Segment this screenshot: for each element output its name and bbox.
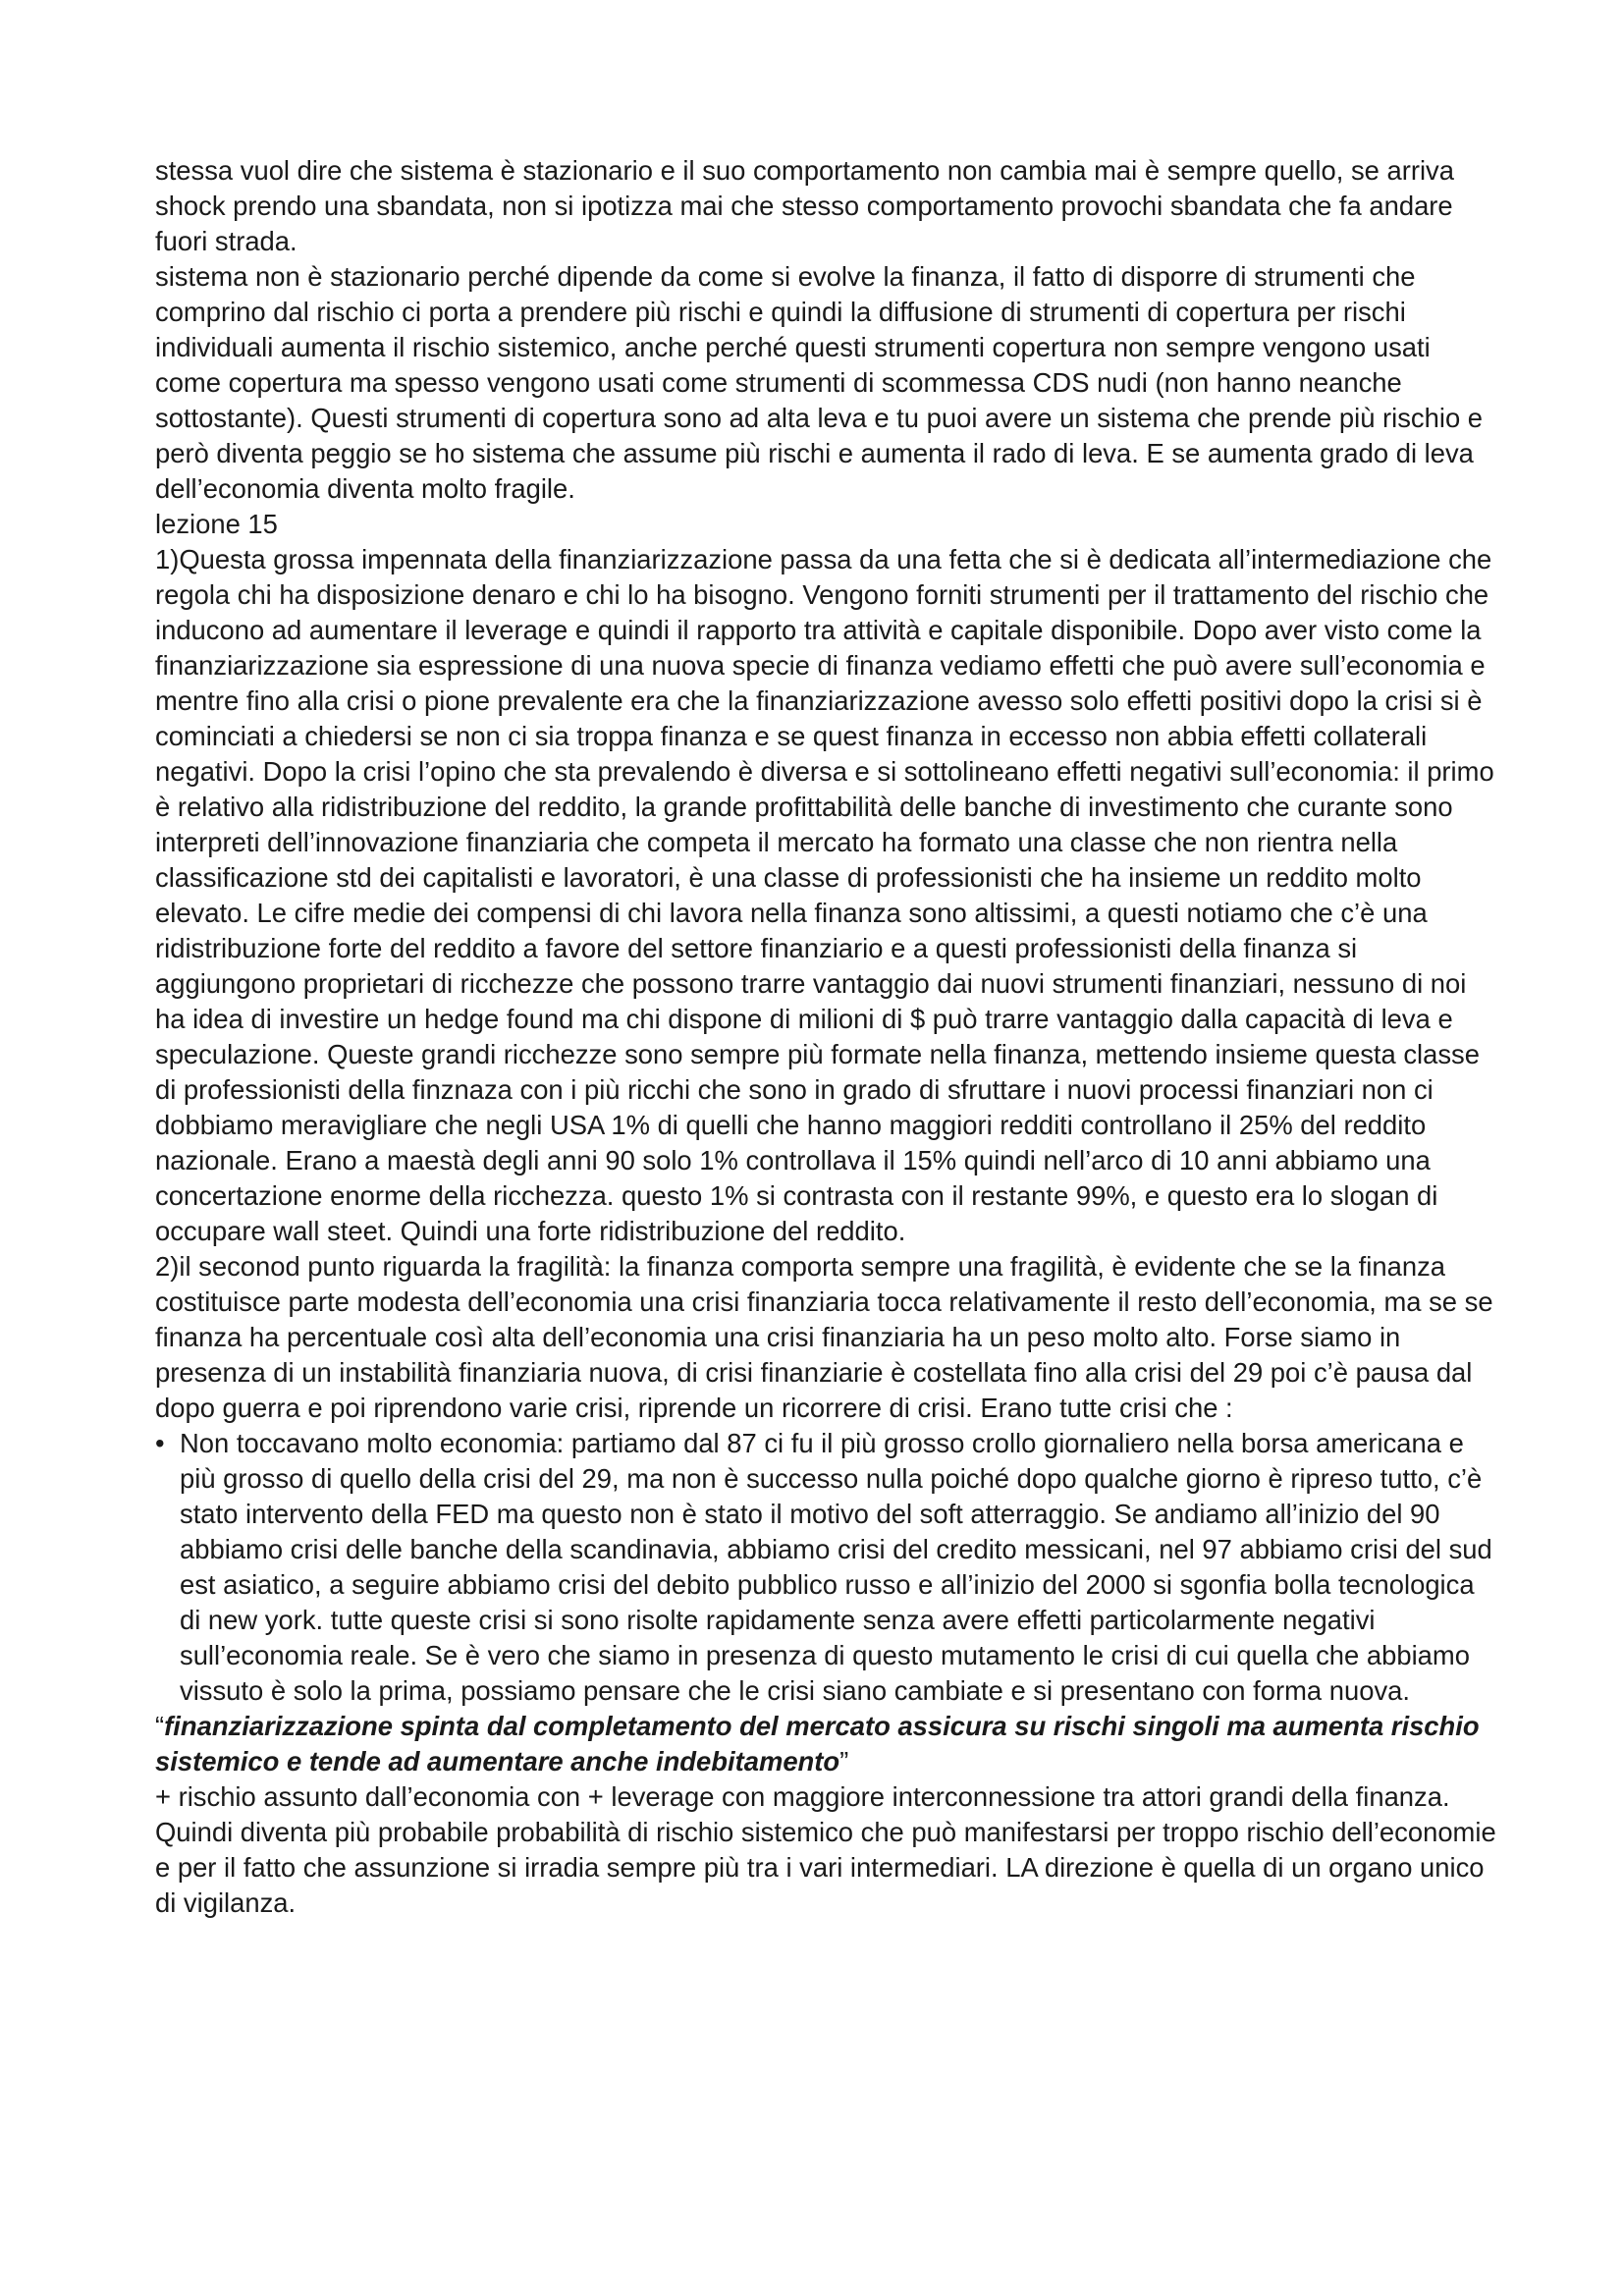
lesson-heading: lezione 15 — [155, 509, 278, 539]
bullet-icon: • — [155, 1428, 165, 1458]
key-quote — [155, 1709, 1500, 1779]
quote-open-mark: “ — [155, 1711, 165, 1741]
point-2-paragraph: 2)il seconod punto riguarda la fragilità: la finanza comporta sempre una fragilità, è evidente che se la finanza costituisce parte modesta dell’economia una crisi finanziaria tocca relativamente il resto dell’economia, ma se se finanza ha percentuale così alta dell’economia una crisi finanziaria ha un peso molto alto. Forse siamo in presenza di un instabilità finanziaria nuova, di crisi finanziarie è costellata fino alla crisi del 29 poi c’è pausa dal dopo guerra e poi riprendono varie crisi, riprende un ricorrere di crisi. Erano tutte crisi che : — [155, 1251, 1493, 1423]
crisis-list-item — [155, 1426, 1500, 1709]
crisis-list-item-text: Non toccavano molto economia: partiamo dal 87 ci fu il più grosso crollo giornaliero nella borsa americana e più grosso di quello della crisi del 29, ma non è successo nulla poiché dopo qualche giorno è ripreso tutto, c’è stato intervento della FED ma questo non è stato il motivo del soft atterraggio. Se andiamo all’inizio del 90 abbiamo crisi delle banche della scandinavia, abbiamo crisi del credito messicani, nel 97 abbiamo crisi del sud est asiatico, a seguire abbiamo crisi del debito pubblico russo e all’inizio del 2000 si sgonfia bolla tecnologica di new york. tutte queste crisi si sono risolte rapidamente senza avere effetti particolarmente negativi sull’economia reale. Se è vero che siamo in presenza di questo mutamento le crisi di cui quella che abbiamo vissuto è solo la prima, possiamo pensare che le crisi siano cambiate e si presentano con forma nuova. — [180, 1428, 1492, 1706]
closing-paragraph: + rischio assunto dall’economia con + leverage con maggiore interconnessione tra attori grandi della finanza. Quindi diventa più probabile probabilità di rischio sistemico che può manifestarsi per troppo rischio dell’economie e per il fatto che assunzione si irradia sempre più tra i vari intermediari. LA direzione è quella di un organo unico di vigilanza. — [155, 1781, 1496, 1918]
quote-text: finanziarizzazione spinta dal completamento del mercato assicura su rischi singoli ma aumenta rischio sistemico e tende ad aumentare anche indebitamento — [155, 1711, 1480, 1777]
intro-paragraph-2: sistema non è stazionario perché dipende da come si evolve la finanza, il fatto di disporre di strumenti che comprino dal rischio ci porta a prendere più rischi e quindi la diffusione di strumenti di copertura per rischi individuali aumenta il rischio sistemico, anche perché questi strumenti copertura non sempre vengono usati come copertura ma spesso vengono usati come strumenti di scommessa CDS nudi (non hanno neanche sottostante). Questi strumenti di copertura sono ad alta leva e tu puoi avere un sistema che prende più rischio e però diventa peggio se ho sistema che assume più rischi e aumenta il rado di leva. E se aumenta grado di leva dell’economia diventa molto fragile. — [155, 261, 1484, 504]
document-page — [155, 153, 1500, 1921]
point-1-paragraph: 1)Questa grossa impennata della finanziarizzazione passa da una fetta che si è dedicata all’intermediazione che regola chi ha disposizione denaro e chi lo ha bisogno. Vengono forniti strumenti per il trattamento del rischio che inducono ad aumentare il leverage e quindi il rapporto tra attività e capitale disponibile. Dopo aver visto come la finanziarizzazione sia espressione di una nuova specie di finanza vediamo effetti che può avere sull’economia e mentre fino alla crisi o pione prevalente era che la finanziarizzazione avesso solo effetti positivi dopo la crisi si è cominciati a chiedersi se non ci sia troppa finanza e se quest finanza in eccesso non abbia effetti collaterali negativi. Dopo la crisi l’opino che sta prevalendo è diversa e si sottolineano effetti negativi sull’economia: il primo è relativo alla ridistribuzione del reddito, la grande profittabilità delle banche di investimento che curante sono interpreti dell’innovazione finanziaria che competa il mercato ha formato una classe che non rientra nella classificazione std dei capitalisti e lavoratori, è una classe di professionisti che ha insieme un reddito molto elevato. Le cifre medie dei compensi di chi lavora nella finanza sono altissimi, a questi notiamo che c’è una ridistribuzione forte del reddito a favore del settore finanziario e a questi professionisti della finanza si aggiungono proprietari di ricchezze che possono trarre vantaggio dai nuovi strumenti finanziari, nessuno di noi ha idea di investire un hedge found ma chi dispone di milioni di $ può trarre vantaggio dalla capacità di leva e speculazione. Queste grandi ricchezze sono sempre più formate nella finanza, mettendo insieme questa classe di professionisti della finznaza con i più ricchi che sono in grado di sfruttare i nuovi processi finanziari non ci dobbiamo meravigliare che negli USA 1% di quelli che hanno maggiori redditi controllano il 25% del reddito nazionale. Erano a maestà degli anni 90 solo 1% controllava il 15% quindi nell’arco di 10 anni abbiamo una concertazione enorme della ricchezza. questo 1% si contrasta con il restante 99%, e questo era lo slogan di occupare wall steet. Quindi una forte ridistribuzione del reddito. — [155, 544, 1494, 1246]
intro-paragraph-1: stessa vuol dire che sistema è stazionario e il suo comportamento non cambia mai è sempre quello, se arriva shock prendo una sbandata, non si ipotizza mai che stesso comportamento provochi sbandata che fa andare fuori strada. — [155, 155, 1454, 256]
quote-close-mark: ” — [839, 1746, 849, 1777]
